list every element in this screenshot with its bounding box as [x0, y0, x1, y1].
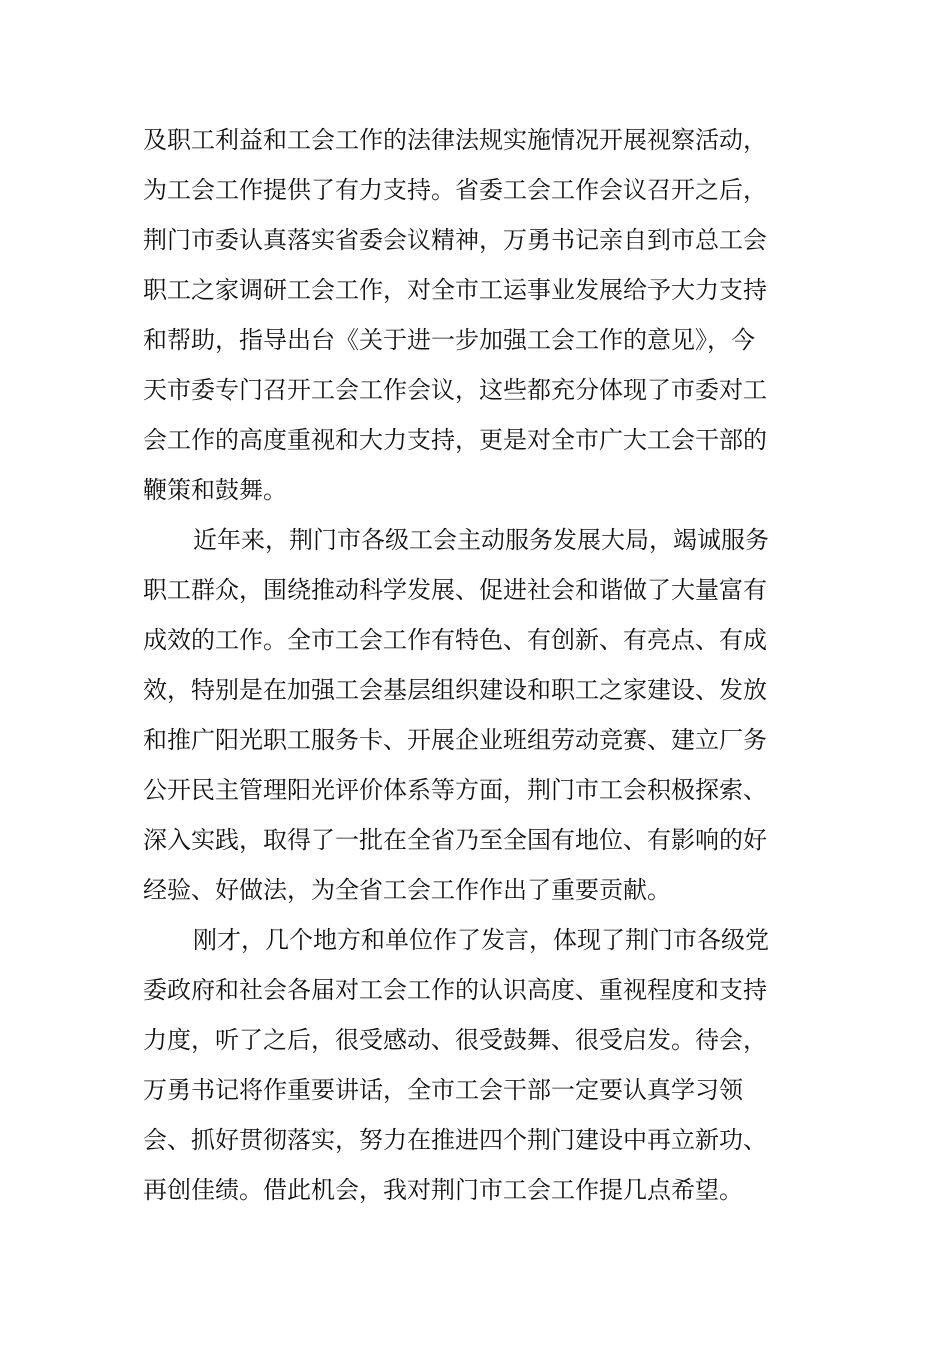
paragraph-1-line-1: 及职工利益和工会工作的法律法规实施情况开展视察活动， — [143, 126, 767, 154]
paragraph-1-line-6: 天市委专门召开工会工作会议，这些都充分体现了市委对工 — [143, 376, 767, 404]
paragraph-3-line-2: 委政府和社会各届对工会工作的认识高度、重视程度和支持 — [143, 976, 767, 1004]
paragraph-1-line-7: 会工作的高度重视和大力支持，更是对全市广大工会干部的 — [143, 426, 767, 454]
paragraph-1-line-4: 职工之家调研工会工作，对全市工运事业发展给予大力支持 — [143, 276, 767, 304]
paragraph-2-line-3: 成效的工作。全市工会工作有特色、有创新、有亮点、有成 — [143, 626, 767, 654]
paragraph-1-line-2: 为工会工作提供了有力支持。省委工会工作会议召开之后， — [143, 176, 767, 204]
paragraph-3-line-5: 会、抓好贯彻落实，努力在推进四个荆门建设中再立新功、 — [143, 1126, 767, 1154]
paragraph-3-line-4: 万勇书记将作重要讲话，全市工会干部一定要认真学习领 — [143, 1076, 743, 1104]
paragraph-1-line-5: 和帮助，指导出台《关于进一步加强工会工作的意见》，今 — [143, 326, 755, 354]
paragraph-3-line-3: 力度，听了之后，很受感动、很受鼓舞、很受启发。待会， — [143, 1026, 767, 1054]
paragraph-2-line-5: 和推广阳光职工服务卡、开展企业班组劳动竞赛、建立厂务 — [143, 726, 767, 754]
paragraph-3-line-6: 再创佳绩。借此机会，我对荆门市工会工作提几点希望。 — [143, 1176, 743, 1204]
paragraph-2-line-4: 效，特别是在加强工会基层组织建设和职工之家建设、发放 — [143, 676, 767, 704]
paragraph-2-line-8: 经验、好做法，为全省工会工作作出了重要贡献。 — [143, 876, 671, 904]
paragraph-2-line-7: 深入实践，取得了一批在全省乃至全国有地位、有影响的好 — [143, 826, 767, 854]
paragraph-2-line-2: 职工群众，围绕推动科学发展、促进社会和谐做了大量富有 — [143, 576, 767, 604]
paragraph-1-line-8: 鞭策和鼓舞。 — [143, 476, 287, 504]
paragraph-2-line-1: 近年来，荆门市各级工会主动服务发展大局，竭诚服务 — [193, 526, 769, 554]
paragraph-1-line-3: 荆门市委认真落实省委会议精神，万勇书记亲自到市总工会 — [143, 226, 767, 254]
paragraph-2-line-6: 公开民主管理阳光评价体系等方面，荆门市工会积极探索、 — [143, 776, 767, 804]
paragraph-3-line-1: 刚才，几个地方和单位作了发言，体现了荆门市各级党 — [193, 926, 769, 954]
